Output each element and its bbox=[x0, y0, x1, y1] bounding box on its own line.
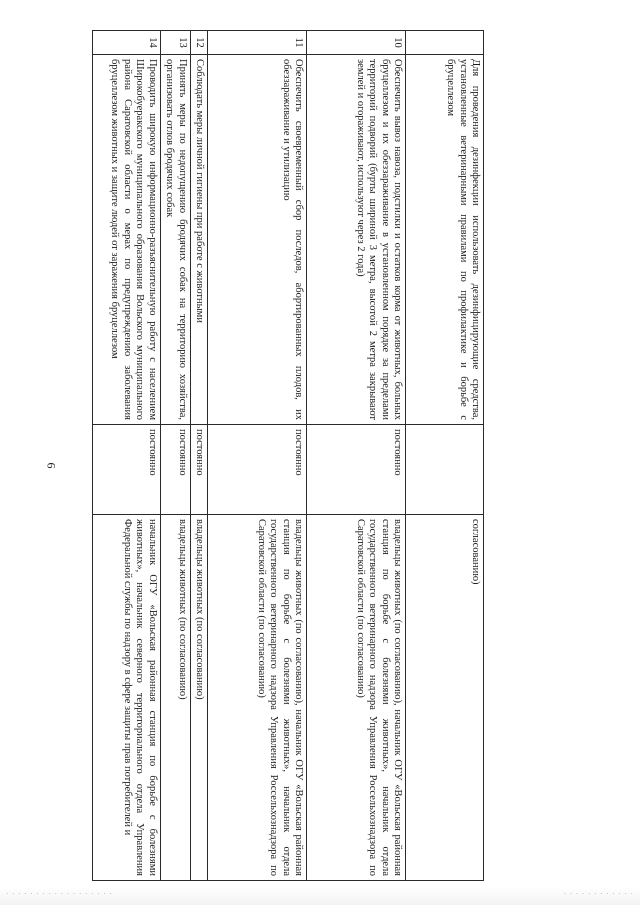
measures-table bbox=[92, 30, 484, 881]
responsible-cell: согласованию) bbox=[406, 515, 484, 881]
measure-cell: Обеспечить вывоз навоза, подстилки и остатков корма от животных, больных бруцеллезом и их обеззараживание в установленном порядке за пределами территорий подворий (бурты шириной 3 метра, высотой 2 метра закрывают землей и огораживают, используют через 2 года) bbox=[307, 55, 406, 425]
responsible-cell: владельцы животных (по согласованию), начальник ОГУ «Вольская районная станция по борьбе с болезнями животных», начальник отдела государственного ветеринарного надзора Управления Россельхознадзора по Саратовской области (по согласованию) bbox=[307, 515, 406, 881]
measure-cell: Принять меры по недопущению бродячих собак на территорию хозяйства, организовать отлов бродячих собак bbox=[160, 55, 190, 425]
term-cell: постоянно bbox=[160, 425, 190, 515]
responsible-cell: владельцы животных (по согласованию) bbox=[190, 515, 207, 881]
term-cell: постоянно bbox=[92, 425, 160, 515]
measure-cell: Обеспечить своевременный сбор последов, абортированных плодов, их обеззараживание и утилизацию bbox=[208, 55, 307, 425]
row-number bbox=[406, 31, 484, 55]
term-cell: постоянно bbox=[307, 425, 406, 515]
responsible-cell: начальник ОГУ «Вольская районная станция по борьбе с болезнями животных», начальник северного территориального отдела Управления Федеральной службы по надзору в сфере защиты прав потребителей и bbox=[92, 515, 160, 881]
term-cell: постоянно bbox=[208, 425, 307, 515]
responsible-cell: владельцы животных (по согласованию) bbox=[160, 515, 190, 881]
page-number: 6 bbox=[44, 462, 59, 469]
term-cell bbox=[406, 425, 484, 515]
scan-artifact: · · · · · · · · · · · · · · · · · · bbox=[6, 890, 113, 898]
table-row bbox=[208, 31, 307, 881]
row-number: 14 bbox=[92, 31, 160, 55]
table-row bbox=[160, 31, 190, 881]
scan-artifact: · · · · · · · · · · · · bbox=[563, 890, 634, 898]
scan-bottom-edge bbox=[0, 887, 640, 905]
row-number: 13 bbox=[160, 31, 190, 55]
measure-cell: Проводить широкую информационно-разъяснительную работу с населением Широкобуеракского муниципального образования Вольского муниципального района Саратовской области о мерах по предупреждению заболевания бруцеллезом животных и защите людей от заражения бруцеллезом bbox=[92, 55, 160, 425]
term-cell: постоянно bbox=[190, 425, 207, 515]
measure-cell: Соблюдать меры личной гигиены при работе с животными bbox=[190, 55, 207, 425]
row-number: 12 bbox=[190, 31, 207, 55]
table-row bbox=[307, 31, 406, 881]
row-number: 10 bbox=[307, 31, 406, 55]
measure-cell: Для проведения дезинфекции использовать дезинфицирующие средства, установленные ветеринарными правилами по профилактике и борьбе с бруцеллезом bbox=[406, 55, 484, 425]
responsible-cell: владельцы животных (по согласованию), начальник ОГУ «Вольская районная станция по борьбе с болезнями животных», начальник отдела государственного ветеринарного надзора Управления Россельхознадзора по Саратовской области (по согласованию) bbox=[208, 515, 307, 881]
table-row bbox=[92, 31, 160, 881]
rotated-page-content bbox=[94, 30, 484, 880]
table-row bbox=[190, 31, 207, 881]
table-row bbox=[406, 31, 484, 881]
row-number: 11 bbox=[208, 31, 307, 55]
